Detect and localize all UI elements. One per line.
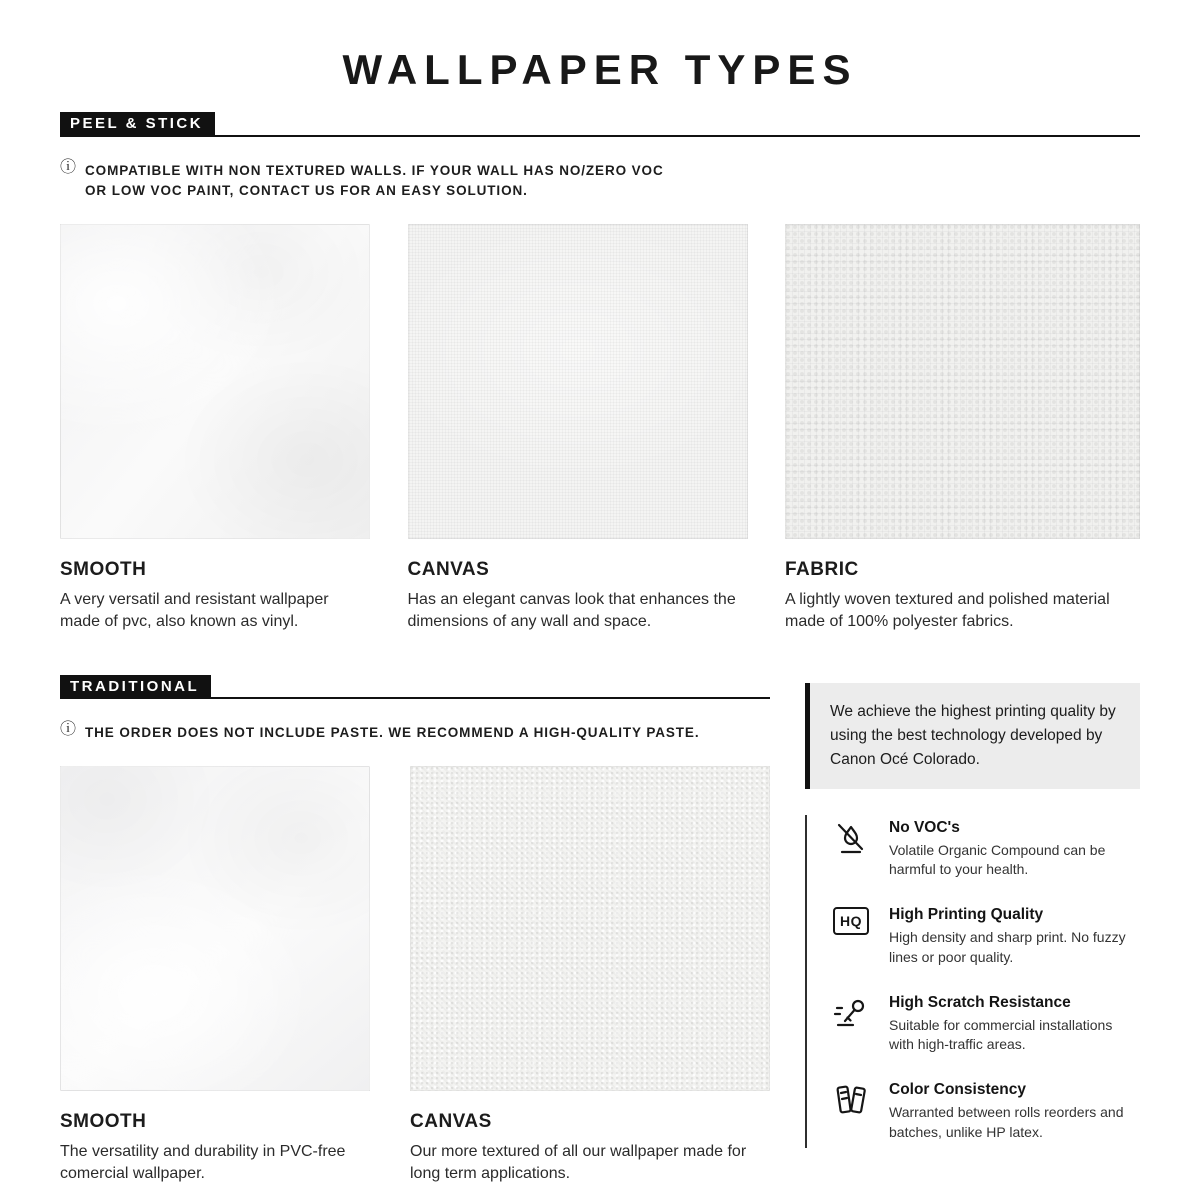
feature-description: Warranted between rolls reorders and batches, unlike HP latex. [889, 1104, 1124, 1140]
aside-column [805, 675, 1140, 1185]
feature-description: Volatile Organic Compound can be harmful to your health. [889, 841, 1106, 877]
feature-color-consistency [833, 1081, 1140, 1142]
swatch-card-canvas [408, 224, 748, 632]
feature-text [889, 1081, 1140, 1142]
feature-title: Color Consistency [889, 1081, 1026, 1099]
scratch-icon [833, 994, 873, 1031]
feature-title: No VOC's [889, 818, 960, 836]
fabric-texture-image [785, 224, 1140, 539]
traditional-swatch-row [60, 766, 770, 1184]
traditional-section-header [60, 675, 770, 700]
note-text: THE ORDER DOES NOT INCLUDE PASTE. WE RECOMMEND A HIGH-QUALITY PASTE. [85, 725, 700, 741]
feature-description: High density and sharp print. No fuzzy lines or poor quality. [889, 929, 1126, 965]
printing-quality-quote: We achieve the highest printing quality by using the best technology developed by Canon Océ Colorado. [805, 683, 1140, 789]
swatches-icon [833, 1081, 873, 1118]
swatch-card-canvas-traditional [410, 766, 770, 1184]
feature-high-printing-quality [833, 906, 1140, 967]
traditional-badge: TRADITIONAL [60, 675, 211, 700]
feature-title: High Scratch Resistance [889, 993, 1071, 1011]
swatch-description: A very versatil and resistant wallpaper made of pvc, also known as vinyl. [60, 591, 329, 630]
info-icon: ⓘ [60, 721, 77, 739]
note-text: COMPATIBLE WITH NON TEXTURED WALLS. IF YOUR WALL HAS NO/ZERO VOC OR LOW VOC PAINT, CONTACT US FOR AN EASY SOLUTION. [85, 162, 664, 199]
swatch-name: FABRIC [785, 559, 859, 581]
canvas-texture-image [410, 766, 770, 1091]
traditional-section [60, 675, 1140, 1185]
hq-icon-label: HQ [833, 907, 869, 935]
section-rule [215, 135, 1140, 137]
swatch-name: CANVAS [407, 559, 490, 581]
canvas-texture-image [408, 224, 748, 539]
features-list [805, 815, 1140, 1149]
feature-scratch-resistance [833, 994, 1140, 1055]
feature-text [889, 906, 1140, 967]
swatch-card-smooth-traditional [60, 766, 370, 1184]
feature-text [889, 994, 1140, 1055]
info-icon: ⓘ [60, 158, 77, 176]
feature-title: High Printing Quality [889, 906, 1044, 924]
peel-stick-badge: PEEL & STICK [60, 112, 215, 137]
swatch-name: SMOOTH [60, 559, 147, 581]
feature-text [889, 819, 1140, 880]
peel-stick-section-header [60, 112, 1140, 137]
swatch-name: CANVAS [410, 1110, 492, 1132]
swatch-description: Has an elegant canvas look that enhances the dimensions of any wall and space. [407, 591, 736, 630]
no-voc-icon [833, 819, 873, 856]
swatch-card-smooth [60, 224, 370, 632]
peel-stick-swatch-row [60, 224, 1140, 632]
traditional-note [60, 723, 770, 744]
smooth-texture-image [60, 766, 370, 1091]
swatch-name: SMOOTH [60, 1110, 147, 1132]
swatch-card-fabric [785, 224, 1140, 632]
swatch-description: The versatility and durability in PVC-free comercial wallpaper. [60, 1142, 346, 1182]
traditional-left-column [60, 675, 770, 1185]
page-title: WALLPAPER TYPES [342, 46, 858, 93]
section-rule [211, 697, 770, 699]
swatch-description: A lightly woven textured and polished material made of 100% polyester fabrics. [785, 591, 1110, 630]
peel-stick-note [60, 158, 1140, 203]
hq-icon [833, 906, 873, 935]
feature-no-voc [833, 819, 1140, 880]
feature-description: Suitable for commercial installations with high-traffic areas. [889, 1016, 1113, 1053]
smooth-texture-image [60, 224, 370, 539]
swatch-description: Our more textured of all our wallpaper made for long term applications. [410, 1142, 747, 1182]
